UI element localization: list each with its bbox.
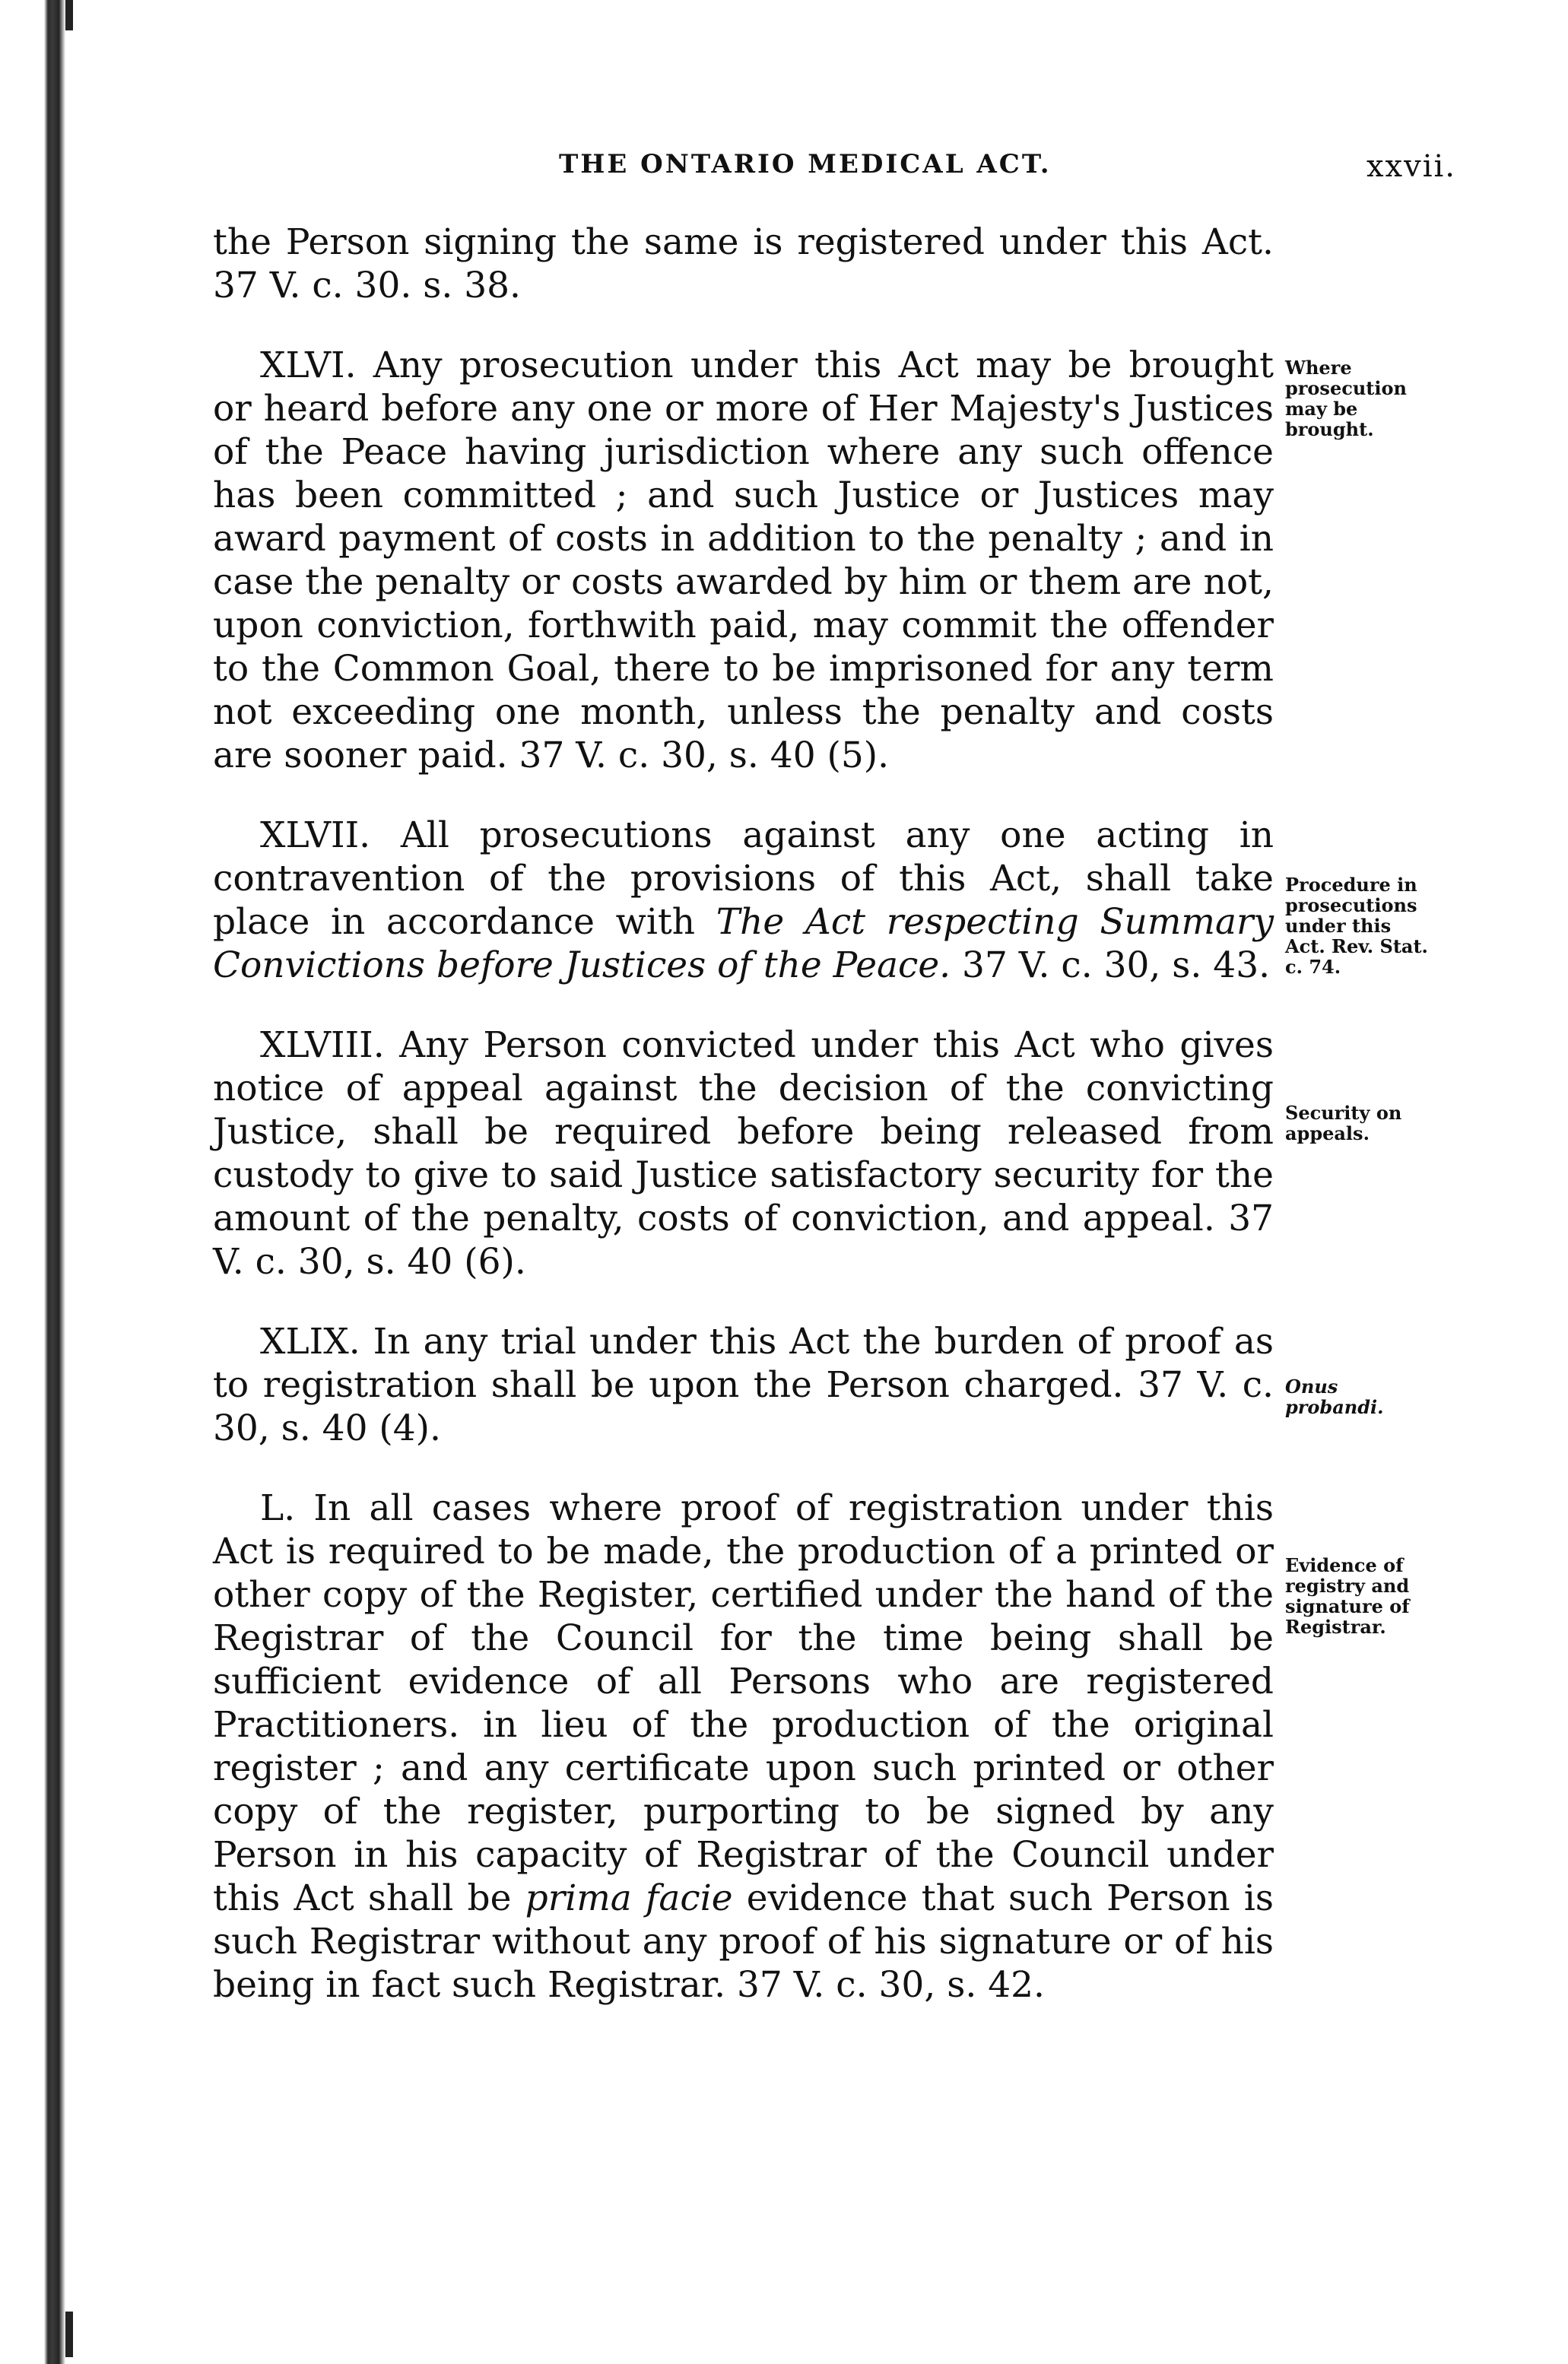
paragraph-text-before: XLVII. All prosecutions against any one acting in contravention of the provisions of this Act, shall take place in accordance with	[213, 814, 1274, 943]
section-xlix	[213, 1320, 1274, 1450]
paragraph-text-after: 37 V. c. 30, s. 43.	[951, 944, 1271, 986]
paragraph-text-before: L. In all cases where proof of registration under this Act is required to be made, the production of a printed or other copy of the Register, certified under the hand of the Registrar of the Council for the time being shall be sufficient evidence of all Persons who are registered Practitioners. in lieu of the production of the original register ; and any certificate upon such printed or other copy of the register, purporting to be signed by any Person in his capacity of Registrar of the Council under this Act shall be	[213, 1487, 1274, 1919]
paragraph-text-after: evidence that such Person is such Registrar without any proof of his signature or of his being in fact such Registrar. 37 V. c. 30, s. 42.	[213, 1877, 1274, 2006]
paragraph-text: XLVI. Any prosecution under this Act may be brought or heard before any one or more of Her Majesty's Justices of the Peace having jurisdiction where any such offence has been committed ; and such Justice or Justices may award payment of costs in addition to the penalty ; and in case the penalty or costs awarded by him or them are not, upon conviction, forthwith paid, may commit the offender to the Common Goal, there to be imprisoned for any term not exceeding one month, unless the penalty and costs are sooner paid. 37 V. c. 30, s. 40 (5).	[213, 344, 1274, 776]
section-l	[213, 1487, 1274, 2007]
section-xlvii	[213, 814, 1274, 987]
paragraph-continuation	[213, 221, 1274, 307]
side-note-xlviii: Security on appeals.	[1285, 1102, 1402, 1144]
section-xlviii	[213, 1023, 1274, 1284]
running-head	[213, 149, 1456, 195]
side-note-xlix: Onus probandi.	[1285, 1376, 1384, 1418]
side-note-xlvii: Procedure in prosecutions under this Act. Rev. Stat. c. 74.	[1285, 874, 1428, 978]
body-text	[213, 221, 1274, 2043]
paragraph-text: XLIX. In any trial under this Act the burden of proof as to registration shall be upon the Person charged. 37 V. c. 30, s. 40 (4).	[213, 1321, 1274, 1449]
section-xlvi	[213, 344, 1274, 777]
edge-mark	[65, 0, 73, 30]
running-title: THE ONTARIO MEDICAL ACT.	[559, 149, 1052, 179]
paragraph-text: XLVIII. Any Person convicted under this Act who gives notice of appeal against the decision of the convicting Justice, shall be required before being released from custody to give to said Justice satisfactory security for the amount of the penalty, costs of conviction, and appeal. 37 V. c. 30, s. 40 (6).	[213, 1024, 1274, 1283]
paragraph-text	[213, 814, 1274, 987]
latin-phrase-italic: prima facie	[525, 1877, 733, 1919]
side-note-xlvi: Where prosecution may be brought.	[1285, 357, 1407, 440]
act-title-italic: The Act respecting Summary Convictions before Justices of the Peace.	[213, 901, 1274, 986]
paragraph-text	[213, 1487, 1274, 2007]
side-note-l: Evidence of registry and signature of Registrar.	[1285, 1554, 1410, 1638]
paragraph-text: the Person signing the same is registered under this Act. 37 V. c. 30. s. 38.	[213, 221, 1274, 306]
edge-mark	[65, 2312, 73, 2357]
binding-edge	[44, 0, 65, 2364]
page-number: xxvii.	[1366, 149, 1456, 184]
